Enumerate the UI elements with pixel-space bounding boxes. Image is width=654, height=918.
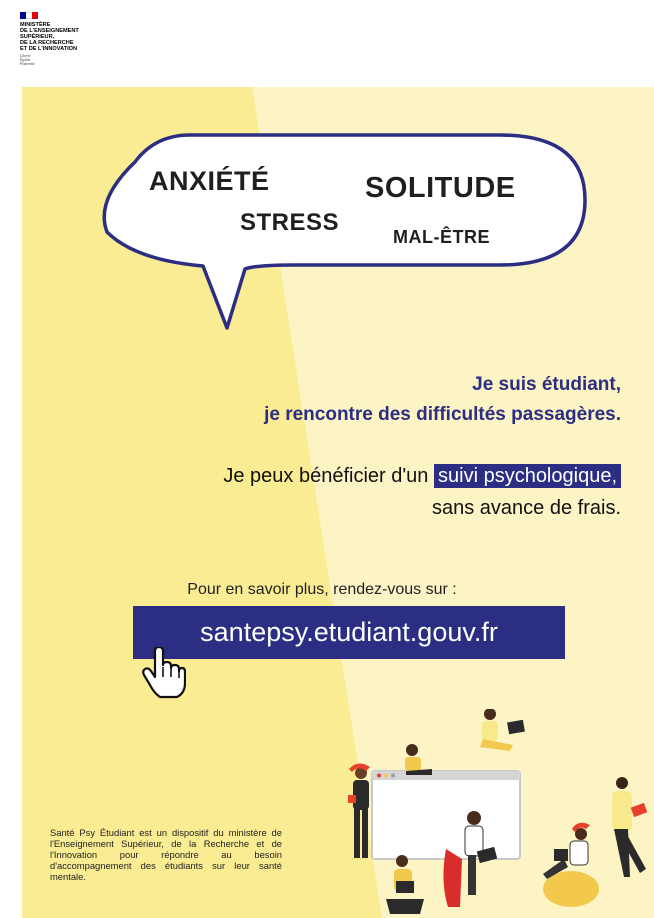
footer-note: Santé Psy Étudiant est un dispositif du ministère de l'Enseignement Supérieur, de la Recherche et de l'Innovation pour répondre au besoin d'accompagnement des étudiants sur leur santé mentale. xyxy=(50,827,282,882)
student-standing-right-figure xyxy=(612,777,647,877)
student-beanbag-figure xyxy=(543,823,599,907)
student-bottom-figure xyxy=(386,855,424,914)
speech-bubble xyxy=(95,132,595,332)
poster xyxy=(22,87,654,918)
benefit-line-2: sans avance de frais. xyxy=(432,497,621,519)
bubble-word-stress: STRESS xyxy=(240,209,340,236)
ministry-logo xyxy=(20,12,120,66)
student-yellow-laptop-figure xyxy=(480,709,525,751)
benefit-prefix: Je peux bénéficier d'un xyxy=(223,465,429,487)
benefit-highlight: suivi psychologique, xyxy=(434,464,621,488)
ministry-name: MINISTÈRE DE L'ENSEIGNEMENT SUPÉRIEUR, DE LA RECHERCHE ET DE L'INNOVATION xyxy=(20,22,79,52)
website-link[interactable]: santepsy.etudiant.gouv.fr xyxy=(133,606,565,659)
student-red-shirt-figure xyxy=(348,763,370,858)
hand-pointer-icon xyxy=(142,647,186,699)
student-on-top-figure xyxy=(405,744,432,775)
students-illustration xyxy=(328,709,654,918)
benefit-text xyxy=(223,460,621,524)
bubble-word-solitude: SOLITUDE xyxy=(365,172,516,204)
intro-line-2: je rencontre des difficultés passagères. xyxy=(264,404,621,425)
cta-prompt: Pour en savoir plus, rendez-vous sur : xyxy=(187,581,457,598)
bubble-word-mal-etre: MAL-ÊTRE xyxy=(393,227,490,247)
french-flag-icon xyxy=(20,12,38,19)
republic-motto: Liberté Égalité Fraternité xyxy=(20,54,35,66)
bubble-word-anxiety: ANXIÉTÉ xyxy=(149,166,270,196)
intro-text xyxy=(264,370,621,430)
intro-line-1: Je suis étudiant, xyxy=(472,374,621,395)
